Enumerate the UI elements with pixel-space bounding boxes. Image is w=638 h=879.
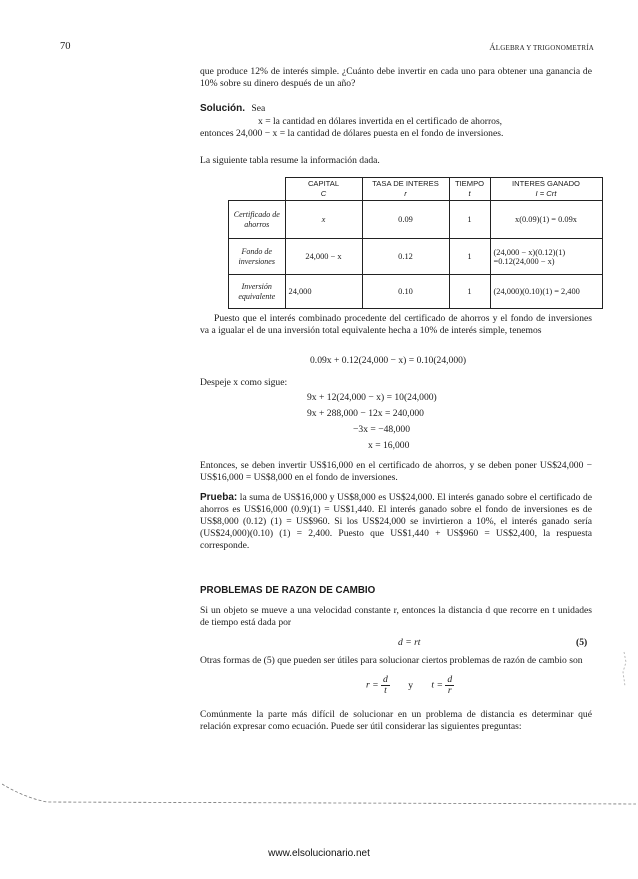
step-4: x = 16,000 xyxy=(368,440,410,451)
col-header-interest: INTERES GANADO I = Crt xyxy=(490,178,602,201)
col-header-rate: TASA DE INTERES r xyxy=(362,178,449,201)
cell-capital: 24,000 − x xyxy=(285,239,362,275)
cell-rate: 0.09 xyxy=(362,201,449,239)
proof-text: la suma de US$16,000 y US$8,000 es US$24,000. El interés ganado sobre el certificado de ahorros es US$16,000 (0.9)(1) = US$1,440. El interés ganado sobre el fondo de inversiones es de US$8,000 (0.12) (1) = US$960. Si los US$24,000 se invirtieron a 10%, el interés ganado sería (US$24,000)(0.10) (1) = 2,400. Puesto que US$1,440 + US$960 = US$2,400, la respuesta corresponde. xyxy=(200,492,592,551)
cell-interest: (24,000 − x)(0.12)(1) =0.12(24,000 − x) xyxy=(490,239,602,275)
fraction-d-over-r: $\frac{d}{r}$ xyxy=(447,674,453,696)
r-lhs: r = xyxy=(366,679,379,691)
table-intro: La siguiente tabla resume la información dada. xyxy=(200,155,380,166)
solution-label: Solución. xyxy=(200,103,245,114)
table-row xyxy=(229,275,603,309)
other-forms-paragraph: Otras formas de (5) que pueden ser útiles para solucionar ciertos problemas de razón de cambio son xyxy=(200,655,583,666)
row-label: Fondo de inversiones xyxy=(229,239,286,275)
step-3: −3x = −48,000 xyxy=(353,424,411,435)
row-label: Inversión equivalente xyxy=(229,275,286,309)
intro-paragraph: que produce 12% de interés simple. ¿Cuánto debe invertir en cada uno para obtener una ganancia de 10% sobre su dinero después de un año? xyxy=(200,66,592,89)
fraction-d-over-t: $\frac{d}{t}$ xyxy=(383,674,388,696)
solution-line xyxy=(200,103,592,115)
cell-rate: 0.12 xyxy=(362,239,449,275)
cell-interest: x(0.09)(1) = 0.09x xyxy=(490,201,602,239)
col-header-time: TIEMPO t xyxy=(449,178,490,201)
conjunction: y xyxy=(408,679,414,691)
running-header xyxy=(489,42,594,52)
investment-table xyxy=(228,177,603,309)
scan-margin-mark xyxy=(616,650,630,690)
scan-artifact-line xyxy=(2,780,636,810)
closing-paragraph: Comúnmente la parte más difícil de solucionar en un problema de distancia es determinar qué relación expresar como ecuación. Puede ser útil considerar las siguientes preguntas: xyxy=(200,709,592,732)
header-initial: Á xyxy=(489,42,496,52)
cell-time: 1 xyxy=(449,239,490,275)
formula-d-rt: d = rt xyxy=(398,637,421,648)
formula-number: (5) xyxy=(576,637,588,648)
section-title: PROBLEMAS DE RAZON DE CAMBIO xyxy=(200,585,376,596)
cell-capital: x xyxy=(285,201,362,239)
cell-capital: 24,000 xyxy=(285,275,362,309)
t-lhs: t = xyxy=(431,679,443,691)
proof-paragraph xyxy=(200,492,592,552)
alt-forms xyxy=(366,675,454,696)
definition-rest: entonces 24,000 − x = la cantidad de dólares puesta en el fondo de inversiones. xyxy=(200,128,504,139)
cell-rate: 0.10 xyxy=(362,275,449,309)
step-1: 9x + 12(24,000 − x) = 10(24,000) xyxy=(307,392,437,403)
conclusion-paragraph: Entonces, se deben invertir US$16,000 en el certificado de ahorros, y se deben poner US$24,000 − US$16,000 = US$8,000 en el fondo de inversiones. xyxy=(200,460,592,483)
paragraph-combined-interest: Puesto que el interés combinado procedente del certificado de ahorros y el fondo de inversiones va a igualar el de una inversión total equivalente hecha a 10% de interés simple, tenemos xyxy=(200,313,592,336)
col-header-capital: CAPITAL C xyxy=(285,178,362,201)
cell-time: 1 xyxy=(449,275,490,309)
page-number: 70 xyxy=(60,41,71,52)
cell-interest: (24,000)(0.10)(1) = 2,400 xyxy=(490,275,602,309)
despeje-line: Despeje x como sigue: xyxy=(200,377,288,388)
solution-sea: Sea xyxy=(251,103,266,114)
table-row xyxy=(229,201,603,239)
proof-label: Prueba: xyxy=(200,492,238,503)
header-rest: LGEBRA Y TRIGONOMETRÍA xyxy=(495,44,594,52)
footer-url: www.elsolucionario.net xyxy=(268,848,370,859)
definition-x: x = la cantidad en dólares invertida en el certificado de ahorros, xyxy=(258,116,503,127)
row-label: Certificado de ahorros xyxy=(229,201,286,239)
cell-time: 1 xyxy=(449,201,490,239)
main-equation: 0.09x + 0.12(24,000 − x) = 0.10(24,000) xyxy=(310,355,467,366)
rate-intro: Si un objeto se mueve a una velocidad constante r, entonces la distancia d que recorre en t unidades de tiempo está dada por xyxy=(200,605,592,628)
table-row xyxy=(229,239,603,275)
step-2: 9x + 288,000 − 12x = 240,000 xyxy=(307,408,424,419)
